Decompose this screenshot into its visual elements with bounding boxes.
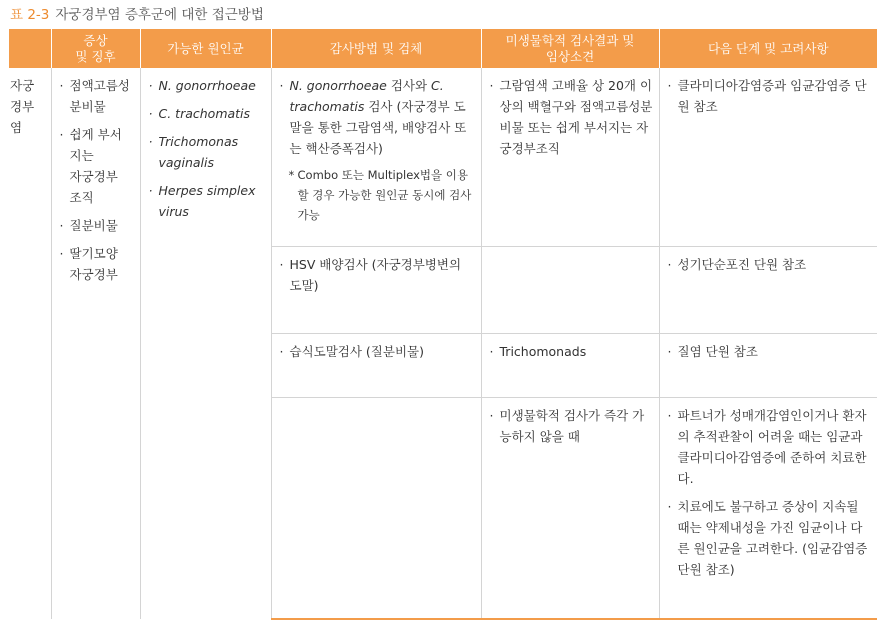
list-item: · N. gonorrhoeae bbox=[149, 75, 265, 96]
header-test-method: 감사방법 및 검체 bbox=[271, 29, 481, 68]
test-description: · HSV 배양검사 (자궁경부병변의 도말) bbox=[280, 254, 475, 296]
pathogens-cell bbox=[140, 68, 271, 619]
result-cell bbox=[481, 333, 659, 397]
table-caption bbox=[10, 3, 264, 23]
next-step-text: · 클라미디아감염증과 임균감염증 단원 참조 bbox=[668, 75, 872, 117]
approach-table bbox=[9, 29, 877, 620]
test-cell bbox=[271, 333, 481, 397]
result-text: · 미생물학적 검사가 즉각 가능하지 않을 때 bbox=[490, 405, 653, 447]
next-step-cell bbox=[659, 397, 877, 619]
next-step-cell bbox=[659, 333, 877, 397]
syndrome-cell bbox=[9, 68, 51, 619]
list-item: · Herpes simplex virus bbox=[149, 180, 265, 222]
test-cell bbox=[271, 397, 481, 619]
test-description: · N. gonorrhoeae 검사와 C. trachomatis 검사 (자궁경부 도말을 통한 그람염색, 배양검사 또는 핵산증폭검사) bbox=[280, 75, 475, 159]
table-number: 표 2-3 bbox=[10, 7, 50, 23]
list-item: · Trichomonas vaginalis bbox=[149, 131, 265, 173]
list-item: · 딸기모양 자궁경부 bbox=[60, 243, 134, 285]
symptoms-cell bbox=[51, 68, 140, 619]
header-pathogens: 가능한 원인균 bbox=[140, 29, 271, 68]
next-step-text: · 치료에도 불구하고 증상이 지속될 때는 약제내성을 가진 임균이나 다른 원인균을 고려한다. (임균감염증 단원 참조) bbox=[668, 496, 872, 580]
next-step-text: · 파트너가 성매개감염인이거나 환자의 추적관찰이 어려울 때는 임균과 클라미디아감염증에 준하여 치료한다. bbox=[668, 405, 872, 489]
result-text: · 그람염색 고배율 상 20개 이상의 백혈구와 점액고름성분비물 또는 쉽게 부서지는 자궁경부조직 bbox=[490, 75, 653, 159]
test-cell bbox=[271, 246, 481, 333]
test-description: · 습식도말검사 (질분비물) bbox=[280, 341, 475, 362]
list-item: · 쉽게 부서지는 자궁경부 조직 bbox=[60, 124, 134, 208]
header-results: 미생물학적 검사결과 및 임상소견 bbox=[481, 29, 659, 68]
next-step-cell bbox=[659, 246, 877, 333]
list-item: · 질분비물 bbox=[60, 215, 134, 236]
header-category bbox=[9, 29, 51, 68]
list-item: · 점액고름성 분비물 bbox=[60, 75, 134, 117]
result-cell bbox=[481, 246, 659, 333]
next-step-text: · 질염 단원 참조 bbox=[668, 341, 872, 362]
result-cell bbox=[481, 68, 659, 246]
header-next-steps: 다음 단계 및 고려사항 bbox=[659, 29, 877, 68]
test-note: * Combo 또는 Multiplex법을 이용할 경우 가능한 원인균 동시에 검사 가능 bbox=[280, 165, 475, 225]
result-text: · Trichomonads bbox=[490, 341, 653, 362]
result-cell bbox=[481, 397, 659, 619]
header-symptoms: 증상 및 징후 bbox=[51, 29, 140, 68]
next-step-cell bbox=[659, 68, 877, 246]
syndrome-label: 자궁 경부염 bbox=[10, 78, 35, 135]
list-item: · C. trachomatis bbox=[149, 103, 265, 124]
next-step-text: · 성기단순포진 단원 참조 bbox=[668, 254, 872, 275]
table-row bbox=[9, 68, 877, 246]
header-row bbox=[9, 29, 877, 68]
test-cell bbox=[271, 68, 481, 246]
table-title: 자궁경부염 증후군에 대한 접근방법 bbox=[55, 7, 264, 23]
